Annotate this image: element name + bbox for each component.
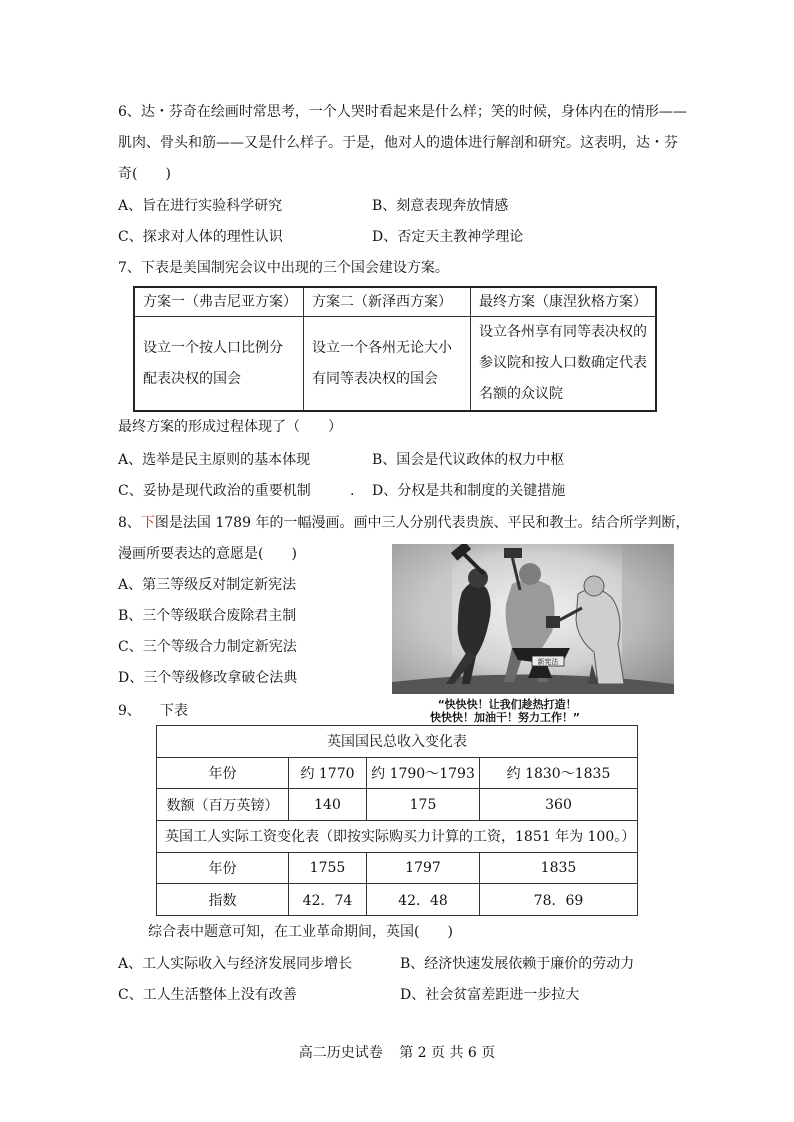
cartoon-caption-line2: 快快快！加油干！努力工作！” [430, 711, 580, 724]
q8-option-c: C、三个等级合力制定新宪法 [118, 639, 297, 655]
q8-stem-line1 [118, 514, 689, 532]
q9-index-1: 42．74 [289, 884, 367, 916]
q8-number: 8、 [118, 515, 141, 531]
q6-option-a: A、旨在进行实验科学研究 [118, 198, 283, 214]
q7-cell-3-line1: 设立各州享有同等表决权的 [479, 324, 647, 340]
q7-header-2: 方案二（新泽西方案） [304, 287, 471, 317]
anvil-label: 新宪法 [537, 658, 559, 666]
q7-cell-2-line2: 有同等表决权的国会 [312, 370, 438, 387]
q7-stray-dot: . [350, 483, 355, 499]
q7-option-c: C、妥协是现代政治的重要机制 [118, 483, 311, 499]
q6-stem-line3: 奇( ) [118, 166, 171, 182]
q9-intro: 下表 [160, 703, 188, 719]
footer-title: 高二历史试卷 [298, 1045, 383, 1061]
q7-cell-3-line2: 参议院和按人口数确定代表 [479, 355, 647, 371]
q7-cell-3 [471, 317, 657, 412]
q9-year-label-2: 年份 [157, 852, 289, 884]
q9-year2-1: 1755 [289, 852, 367, 884]
q7-cell-1-line2: 配表决权的国会 [143, 370, 241, 387]
q7-option-b: B、国会是代议政体的权力中枢 [372, 452, 565, 468]
q7-header-1: 方案一（弗吉尼亚方案） [134, 287, 304, 317]
q6-stem-line1: 6、达・芬奇在绘画时常思考，一个人哭时看起来是什么样；笑的时候，身体内在的情形—— [118, 104, 687, 120]
q9-amount-1: 140 [289, 789, 367, 821]
q9-option-d: D、社会贫富差距进一步拉大 [400, 987, 580, 1003]
q9-option-a: A、工人实际收入与经济发展同步增长 [118, 956, 353, 972]
q7-cell-2 [304, 317, 471, 412]
q9-amount-label: 数额（百万英镑） [157, 789, 289, 821]
q9-index-3: 78．69 [480, 884, 638, 916]
q7-cell-3-line3: 名额的众议院 [479, 386, 563, 402]
q9-option-c: C、工人生活整体上没有改善 [118, 987, 297, 1003]
q9-amount-3: 360 [480, 789, 638, 821]
q6-option-d: D、否定天主教神学理论 [372, 229, 524, 245]
q6-option-b: B、刻意表现奔放情感 [372, 198, 509, 214]
q8-stem-rest: 图是法国 1789 年的一幅漫画。画中三人分别代表贵族、平民和教士。结合所学判断， [154, 515, 690, 531]
q7-stem: 7、下表是美国制宪会议中出现的三个国会建设方案。 [118, 260, 449, 276]
q9-table1-title: 英国国民总收入变化表 [157, 726, 638, 758]
q9-index-label: 指数 [157, 884, 289, 916]
q7-table [133, 286, 657, 412]
q9-amount-2: 175 [367, 789, 480, 821]
q8-red-char: 下 [140, 515, 155, 531]
q9-number: 9、 [118, 703, 141, 719]
q6-stem-line2: 肌肉、骨头和筋——又是什么样子。于是，他对人的遗体进行解剖和研究。这表明，达・芬 [118, 135, 678, 151]
q8-option-a: A、第三等级反对制定新宪法 [118, 577, 297, 593]
q9-year-label-1: 年份 [157, 757, 289, 789]
footer-page-number: 第 2 页 共 6 页 [399, 1045, 496, 1061]
q7-cell-2-line1: 设立一个各州无论大小 [312, 339, 452, 356]
q9-year2-3: 1835 [480, 852, 638, 884]
q9-question: 综合表中题意可知，在工业革命期间，英国( ) [148, 924, 453, 940]
cartoon-caption-line1: “快快快！让我们趁热打造！ [438, 698, 577, 711]
q9-table2-title: 英国工人实际工资变化表（即按实际购买力计算的工资，1851 年为 100。） [157, 820, 638, 852]
q7-question: 最终方案的形成过程体现了（ ） [118, 419, 342, 435]
q8-stem-line2: 漫画所要表达的意愿是( ) [118, 546, 297, 562]
q9-year1-2: 约 1790～1793 [367, 757, 480, 789]
q8-option-d: D、三个等级修改拿破仑法典 [118, 670, 298, 686]
q9-year1-3: 约 1830～1835 [480, 757, 638, 789]
q9-index-2: 42．48 [367, 884, 480, 916]
q6-option-c: C、探求对人体的理性认识 [118, 229, 283, 245]
q8-option-b: B、三个等级联合废除君主制 [118, 608, 297, 624]
page-footer [0, 1042, 794, 1062]
q7-cell-1 [134, 317, 304, 412]
q9-year1-1: 约 1770 [289, 757, 367, 789]
q7-cell-1-line1: 设立一个按人口比例分 [143, 339, 283, 356]
q9-option-b: B、经济快速发展依赖于廉价的劳动力 [400, 956, 635, 972]
q7-option-a: A、选举是民主原则的基本体现 [118, 452, 311, 468]
q9-table [156, 725, 638, 916]
q9-year2-2: 1797 [367, 852, 480, 884]
q7-header-3: 最终方案（康涅狄格方案） [471, 287, 657, 317]
q7-option-d: D、分权是共和制度的关键措施 [372, 483, 566, 499]
